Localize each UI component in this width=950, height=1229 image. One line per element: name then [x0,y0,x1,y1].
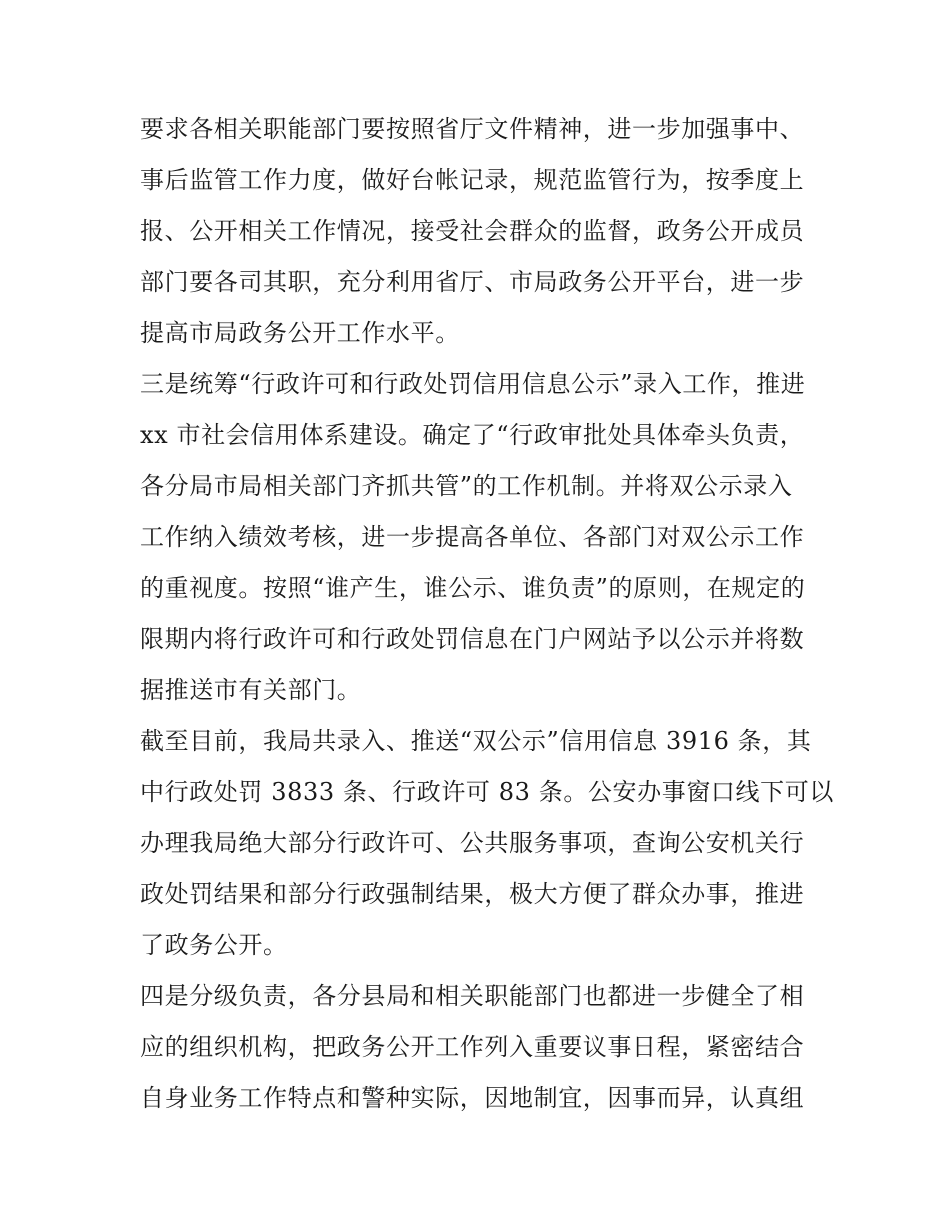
text-line: 限期内将行政许可和行政处罚信息在门户网站予以公示并将数 [140,625,805,653]
text-line: 自身业务工作特点和警种实际，因地制宜，因事而异，认真组 [140,1084,805,1112]
text-line: 工作纳入绩效考核，进一步提高各单位、各部门对双公示工作 [140,523,805,551]
text-line: 了政务公开。 [140,931,288,959]
text-line: 提高市局政务公开工作水平。 [140,319,460,347]
text-line: 部门要各司其职，充分利用省厅、市局政务公开平台，进一步 [140,268,805,296]
text-line: 据推送市有关部门。 [140,676,362,704]
text-line: 应的组织机构，把政务公开工作列入重要议事日程，紧密结合 [140,1033,805,1061]
text-line: 的重视度。按照“谁产生，谁公示、谁负责”的原则，在规定的 [140,574,806,602]
text-line: 四是分级负责，各分县局和相关职能部门也都进一步健全了相 [140,982,805,1010]
text-line: 报、公开相关工作情况，接受社会群众的监督，政务公开成员 [140,217,805,245]
text-line: 要求各相关职能部门要按照省厅文件精神，进一步加强事中、 [140,115,805,143]
text-line: 三是统筹“行政许可和行政处罚信用信息公示”录入工作，推进 [140,370,806,398]
document-body [140,104,834,1124]
text-line: 截至目前，我局共录入、推送“双公示”信用信息 3916 条，其 [140,727,812,755]
text-line: 事后监管工作力度，做好台帐记录，规范监管行为，按季度上 [140,166,805,194]
text-line: 各分局市局相关部门齐抓共管”的工作机制。并将双公示录入 [140,472,793,500]
text-line: 办理我局绝大部分行政许可、公共服务事项，查询公安机关行 [140,829,805,857]
text-line: 中行政处罚 3833 条、行政许可 83 条。公安办事窗口线下可以 [140,778,834,806]
text-line: xx 市社会信用体系建设。确定了“行政审批处具体牵头负责， [140,421,805,449]
text-line: 政处罚结果和部分行政强制结果，极大方便了群众办事，推进 [140,880,805,908]
